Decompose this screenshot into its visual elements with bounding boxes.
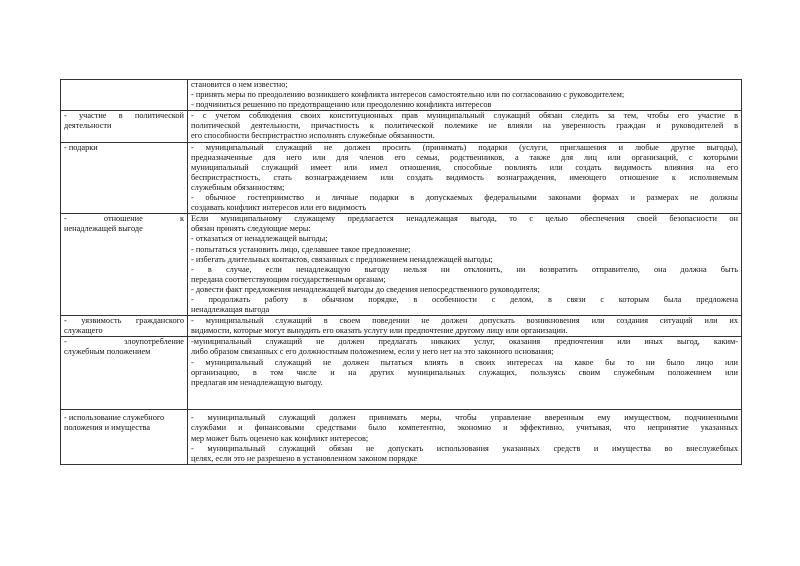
rule-line: - избегать длительных контактов, связанных с предложением ненадлежащей выгоды; [191,254,493,264]
rule-line: - муниципальный служащий не должен просить (принимать) подарки (услуги, приглашения и любые другие выгоды), [191,142,738,152]
topic-line: - участие в политической [64,111,184,121]
rule-line: - с учетом соблюдения своих конституционных прав муниципальный служащий обязан следить за тем, чтобы его участие в [191,111,738,121]
rule-line: обязан принять следующие меры: [191,224,311,234]
rule-line: либо образом связанных с его должностным положением, если у него нет на это законного основания; [191,347,554,357]
rule-line: - муниципальный служащий должен принимать меры, чтобы управление вверенным ему имуществом, подчиненными [191,413,738,423]
rule-line: - попытаться установить лицо, сделавшее такое предложение; [191,244,411,254]
topic-line: - использование служебного [64,413,165,423]
topic-cell [61,337,188,410]
rule-line: - продолжать работу в обычном порядке, в особенности с делом, в связи с которым была предложена [191,294,738,304]
topic-line: деятельности [64,121,112,131]
topic-line: положения и имущества [64,423,151,433]
rule-line: становится о нем известно; [191,80,288,89]
rule-cell [188,142,742,214]
rule-line: создавать конфликт интересов или его видимость [191,203,367,213]
rule-cell [188,410,742,464]
rule-line: муниципальный служащий имеет или имел отношения, способные повлиять или создать видимость влияния на его [191,162,738,172]
rule-line: службами и финансовыми средствами было компетентно, экономно и эффективно, учитывая, что непринятие указанных [191,423,738,433]
topic-line: служащего [64,326,103,336]
rule-line: видимости, которые могут вынудить его оказать услугу или предпочтение другому лицу или организации. [191,326,568,336]
table-row [61,214,742,316]
rule-line: - довести факт предложения ненадлежащей выгоды до сведения непосредственного руководителя; [191,284,540,294]
rule-line: - принять меры по преодолению возникшего конфликта интересов самостоятельно или по согласованию с руководителем; [191,90,625,100]
rule-line: ненадлежащая выгода [191,305,270,315]
rule-line: передана соответствующим государственным органам; [191,274,386,284]
rule-cell [188,316,742,337]
rule-line: - муниципальный служащий не должен пытаться влиять в своих интересах на какое бы то ни было лицо или [191,357,738,367]
rule-line: - муниципальный служащий в своем поведении не должен допускать возникновения или создания ситуаций или их [191,316,738,326]
rule-line: -муниципальный служащий не должен предлагать никаких услуг, оказания предпочтения или иных выгод, каким- [191,337,738,347]
topic-cell [61,142,188,214]
topic-cell [61,111,188,142]
rule-line: целях, если это не разрешено в установленном законом порядке [191,453,418,463]
topic-line: ненадлежащей выгоде [64,224,143,234]
rule-line: организацию, в том числе и на других муниципальных служащих, пользуясь своим служебным положением или [191,367,738,377]
conduct-rules-table [60,79,742,465]
topic-cell [61,214,188,316]
rule-line: его способности беспристрастно исполнять служебные обязанности. [191,131,435,141]
rule-line: беспристрастность, стать вознаграждением или создать видимость вознаграждения, имеющего отношение к исполняемым [191,172,738,182]
table-row [61,337,742,410]
topic-cell [61,410,188,464]
rule-line: Если муниципальному служащему предлагается ненадлежащая выгода, то с целью обеспечения своей безопасности он [191,214,738,224]
rule-line: служебным обязанностям; [191,182,285,192]
table-row [61,316,742,337]
rule-line: - муниципальный служащий обязан не допускать использования указанных средств и имущества во внеслужебных [191,443,738,453]
topic-line: служебным положением [64,347,151,357]
table-row [61,410,742,464]
rule-cell [188,80,742,111]
topic-line: - отношение к [64,214,184,224]
table-row [61,80,742,111]
rule-line: политической деятельности, причастность к политической полемике не влияли на уверенность граждан и руководителей в [191,121,738,131]
rule-cell [188,214,742,316]
rule-line: - отказаться от ненадлежащей выгоды; [191,234,328,244]
rule-line: - обычное гостеприимство и личные подарки в допускаемых федеральными законами формах и размерах не должны [191,193,738,203]
table-row [61,111,742,142]
topic-cell [61,80,188,111]
topic-line: - подарки [64,142,98,152]
rule-line: - подчиниться решению по предотвращению или преодолению конфликта интересов [191,100,492,110]
table-row [61,142,742,214]
topic-cell [61,316,188,337]
topic-line: - злоупотребление [64,337,184,347]
rule-cell [188,337,742,410]
rule-line: мер может быть оценено как конфликт интересов; [191,433,369,443]
rule-line: - в случае, если ненадлежащую выгоду нельзя ни отклонить, ни возвратить отправителю, она должна быть [191,264,738,274]
rule-line: предназначенные для него или для членов его семьи, родственников, а также для лиц или организаций, с которыми [191,152,738,162]
rule-cell [188,111,742,142]
topic-line: - уязвимость гражданского [64,316,184,326]
rule-line: предлагая им ненадлежащую выгоду. [191,377,323,387]
